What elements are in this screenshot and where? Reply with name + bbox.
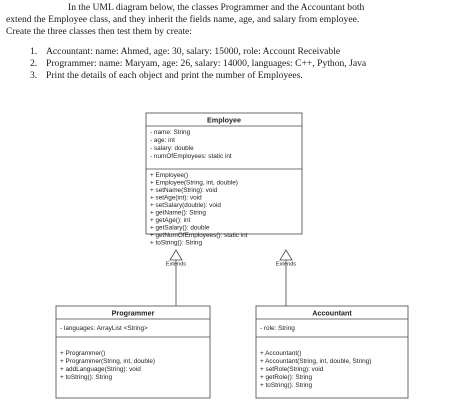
employee-method: + getAge(): int: [150, 217, 191, 224]
employee-method: + setAge(int): void: [150, 194, 202, 202]
task-number: 3.: [30, 70, 38, 81]
employee-method: + Employee(): [150, 172, 189, 179]
employee-method: + getName(): String: [150, 209, 206, 217]
employee-field: - numOfEmployees: static int: [150, 153, 232, 160]
accountant-method: + Accountant(): [260, 350, 302, 357]
task-number: 2.: [30, 58, 38, 69]
employee-field: - name: String: [150, 129, 191, 136]
programmer-class: [56, 306, 210, 398]
inheritance-arrowhead-icon: [280, 250, 292, 260]
programmer-method: + addLanguage(String): void: [60, 366, 141, 373]
task-number: 1.: [30, 46, 38, 57]
employee-field: - age: int: [150, 137, 175, 144]
programmer-extends-connector: [166, 250, 186, 306]
programmer-field: - languages: ArrayList <String>: [60, 325, 148, 332]
inheritance-arrowhead-icon: [170, 250, 182, 260]
accountant-method: + setRole(String): void: [260, 366, 324, 373]
employee-field: - salary: double: [150, 145, 194, 152]
employee-class-name: Employee: [207, 115, 241, 125]
accountant-method: + getRole(): String: [260, 374, 313, 381]
accountant-class-name: Accountant: [312, 308, 352, 318]
accountant-field: - role: String: [260, 325, 295, 332]
intro-line-2: extend the Employee class, and they inherit the fields name, age, and salary from employee.: [6, 14, 360, 26]
employee-method: + getSalary(): double: [150, 224, 210, 232]
accountant-extends-connector: [276, 250, 296, 306]
employee-method: + Employee(String, int, double): [150, 179, 238, 187]
extends-label: Extends: [275, 261, 297, 268]
intro-line-1: In the UML diagram below, the classes Programmer and the Accountant both: [68, 2, 365, 13]
employee-method: + getNumOfEmployees(): static int: [150, 232, 248, 239]
task-text: Programmer: name: Maryam, age: 26, salary: 14000, languages: C++, Python, Java: [46, 58, 367, 69]
programmer-method: + toString(): String: [60, 374, 113, 381]
task-text: Print the details of each object and print the number of Employees.: [46, 70, 303, 81]
employee-method: + setSalary(double): void: [150, 202, 221, 209]
employee-method: + toString(): String: [150, 239, 203, 247]
accountant-class: [256, 306, 408, 398]
extends-label: Extends: [165, 261, 187, 268]
employee-method: + setName(String): void: [150, 187, 218, 194]
task-text: Accountant: name: Ahmed, age: 30, salary: 15000, role: Account Receivable: [46, 46, 341, 57]
accountant-method: + Accountant(String, int, double, String): [260, 358, 372, 365]
employee-class: [146, 113, 302, 247]
programmer-class-name: Programmer: [111, 308, 155, 318]
intro-line-3: Create the three classes then test them by create:: [6, 26, 192, 38]
accountant-method: + toString(): String: [260, 382, 313, 389]
programmer-method: + Programmer(String, int, double): [60, 358, 156, 365]
programmer-method: + Programmer(): [60, 350, 106, 357]
